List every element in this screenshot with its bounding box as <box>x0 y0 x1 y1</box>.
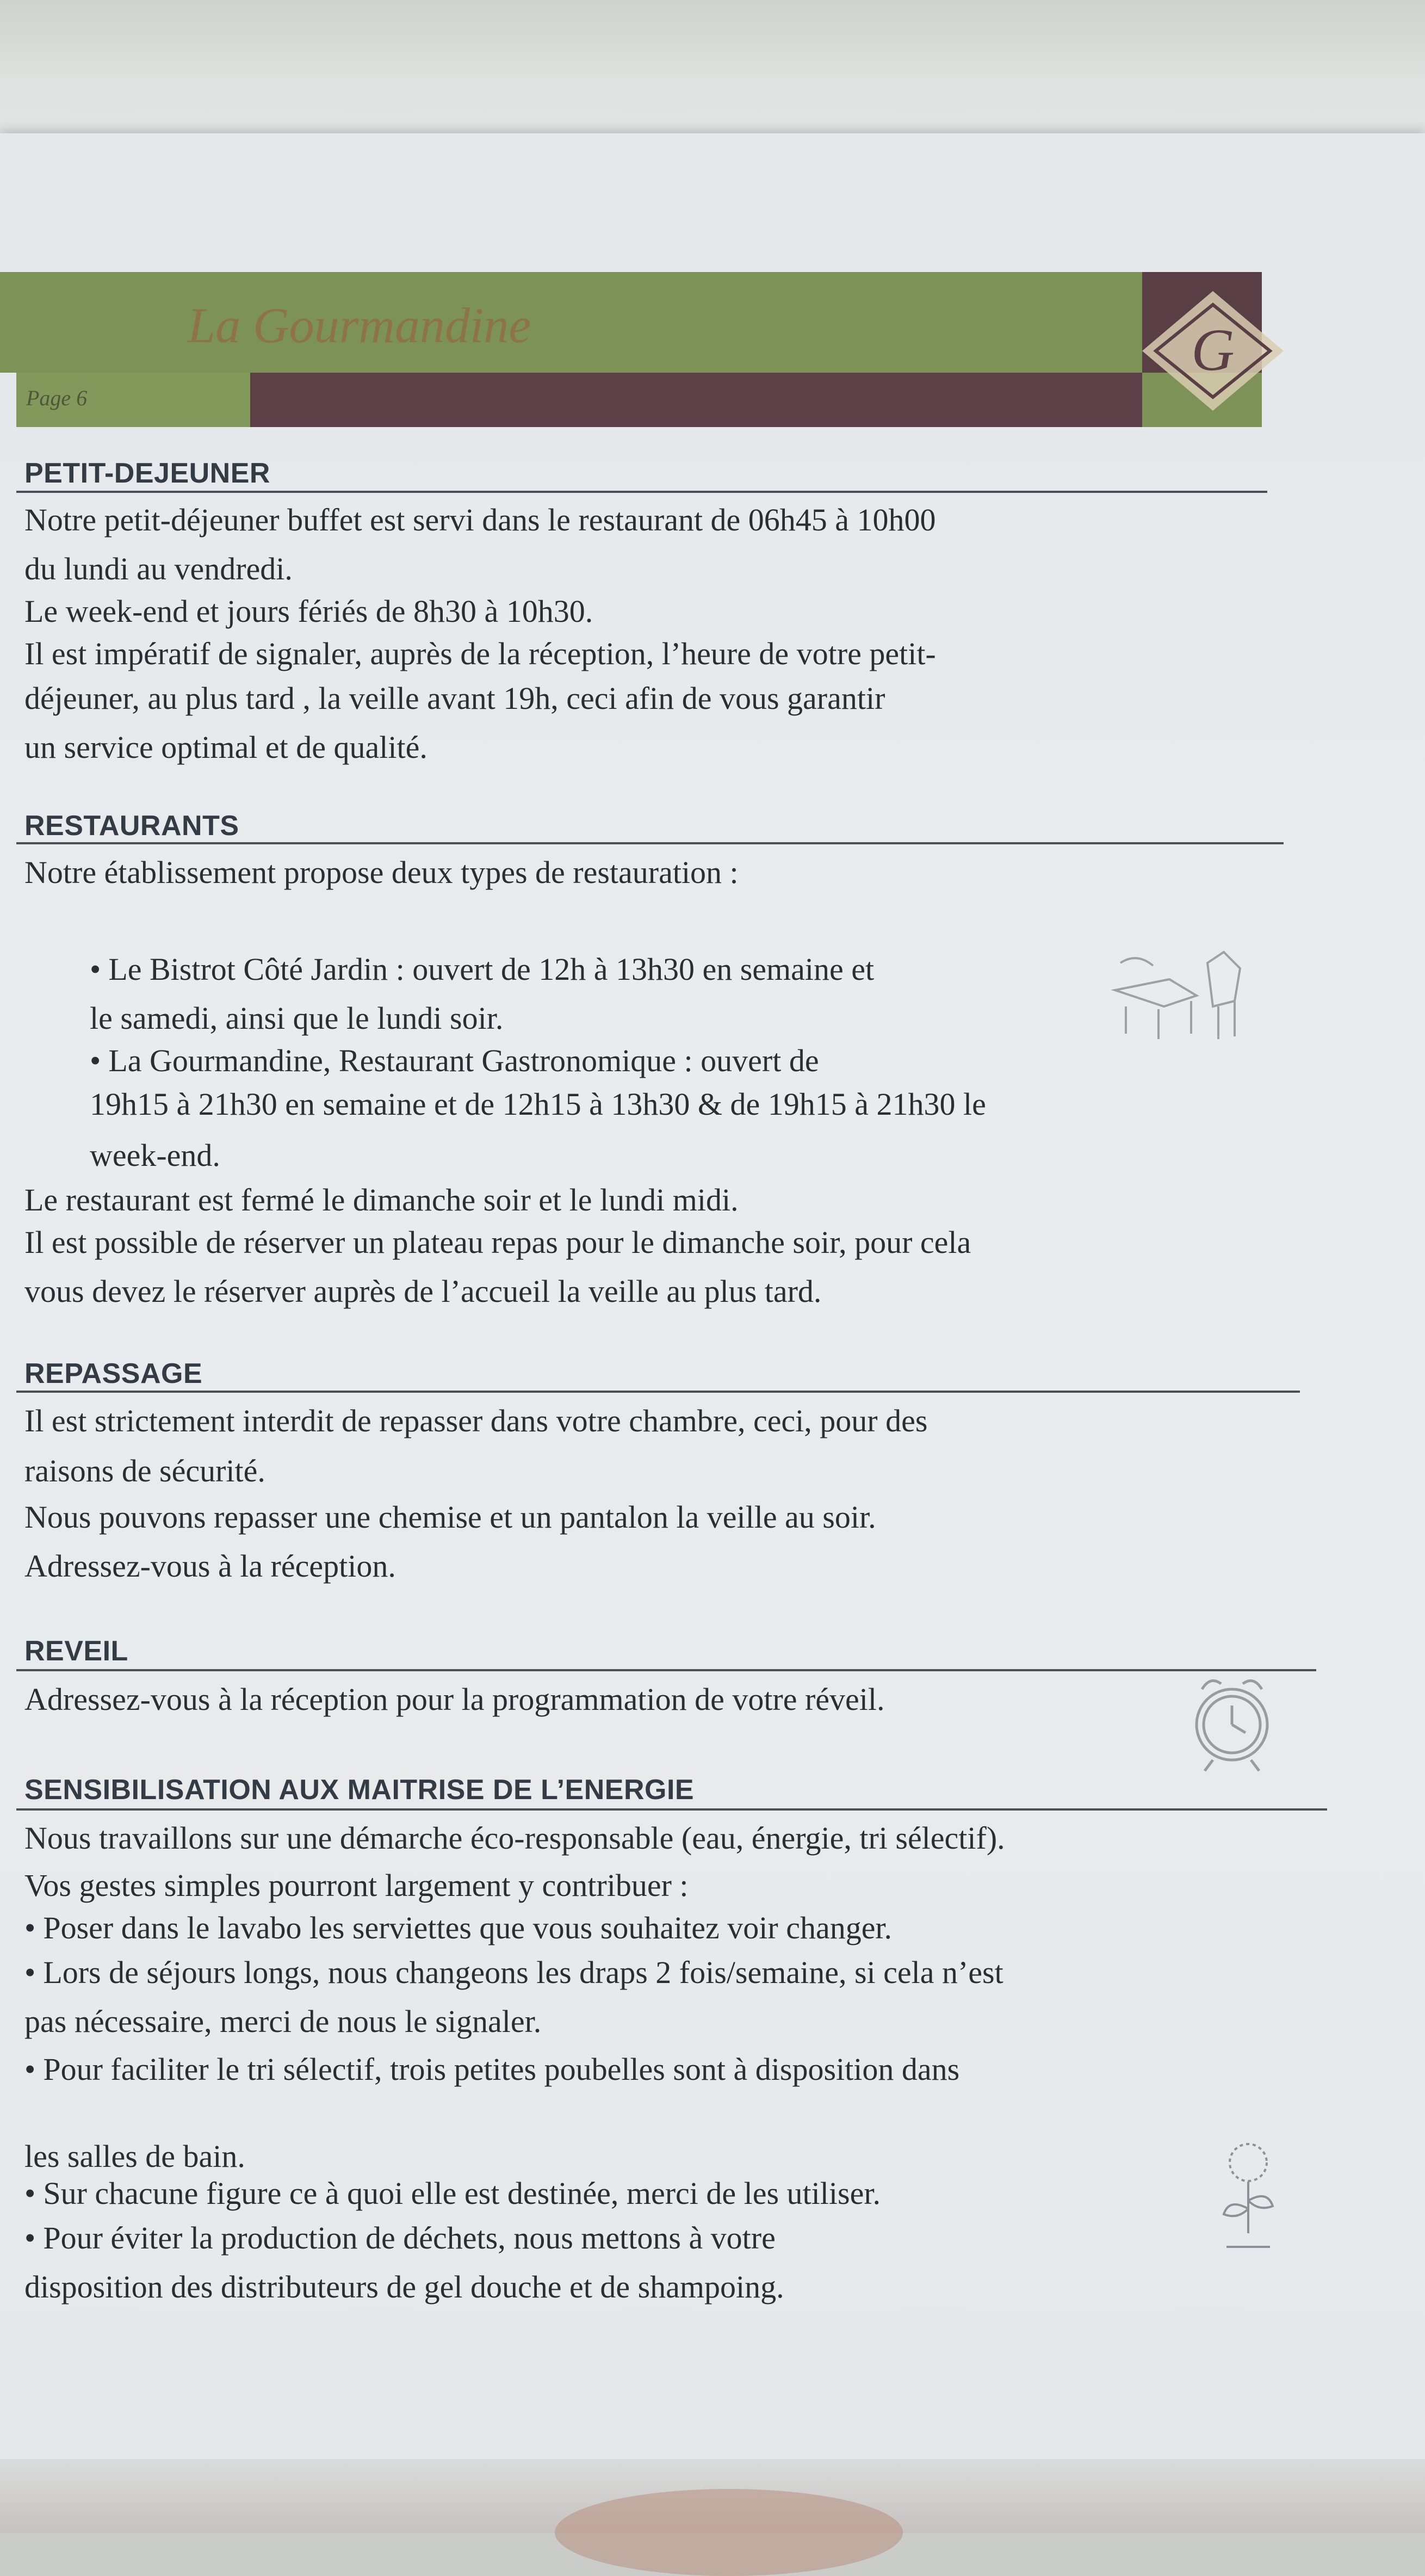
section-rule <box>16 491 1267 493</box>
eco-label-icon <box>1207 2138 1289 2263</box>
text-line: raisons de sécurité. <box>24 1453 265 1488</box>
text-line: Le week-end et jours fériés de 8h30 à 10h30. <box>24 594 593 629</box>
bistrot-sketch-icon <box>1104 941 1256 1050</box>
list-item: • Le Bistrot Côté Jardin : ouvert de 12h à 13h30 en semaine et <box>90 951 874 987</box>
heading-reveil: REVEIL <box>24 1635 128 1667</box>
logo-letter: G <box>1191 317 1235 383</box>
text-line: disposition des distributeurs de gel douche et de shampoing. <box>24 2269 784 2305</box>
text-line: Vos gestes simples pourront largement y contribuer : <box>24 1868 689 1903</box>
text-line: les salles de bain. <box>24 2139 245 2174</box>
text-line: week-end. <box>90 1138 220 1173</box>
header-banner <box>0 272 1142 373</box>
text-line: Notre établissement propose deux types de restauration : <box>24 855 739 890</box>
heading-restaurants: RESTAURANTS <box>24 810 239 842</box>
heading-repassage: REPASSAGE <box>24 1358 203 1389</box>
list-item: • Sur chacune figure ce à quoi elle est destinée, merci de les utiliser. <box>24 2175 881 2211</box>
section-rule <box>16 842 1284 844</box>
text-line: Il est possible de réserver un plateau repas pour le dimanche soir, pour cela <box>24 1225 971 1260</box>
list-item: • Pour faciliter le tri sélectif, trois petites poubelles sont à disposition dans <box>24 2051 959 2087</box>
text-line: Adressez-vous à la réception pour la programmation de votre réveil. <box>24 1682 885 1717</box>
section-rule <box>16 1391 1300 1393</box>
thumb <box>555 2489 903 2576</box>
header-title: La Gourmandine <box>188 298 531 353</box>
text-line: Adressez-vous à la réception. <box>24 1548 396 1584</box>
alarm-clock-icon <box>1180 1659 1284 1779</box>
heading-petit-dejeuner: PETIT-DEJEUNER <box>24 458 270 489</box>
text-line: le samedi, ainsi que le lundi soir. <box>90 1000 504 1036</box>
text-line: Le restaurant est fermé le dimanche soir et le lundi midi. <box>24 1182 739 1218</box>
page-number: Page 6 <box>26 386 88 410</box>
text-line: 19h15 à 21h30 en semaine et de 12h15 à 13h30 & de 19h15 à 21h30 le <box>90 1086 986 1122</box>
text-line: pas nécessaire, merci de nous le signaler. <box>24 2004 542 2039</box>
section-rule <box>16 1669 1316 1671</box>
section-rule <box>16 1808 1327 1811</box>
text-line: Il est impératif de signaler, auprès de la réception, l’heure de votre petit- <box>24 636 936 671</box>
text-line: Il est strictement interdit de repasser dans votre chambre, ceci, pour des <box>24 1403 928 1438</box>
text-line: du lundi au vendredi. <box>24 551 293 586</box>
heading-energie: SENSIBILISATION AUX MAITRISE DE L’ENERGIE <box>24 1774 695 1806</box>
text-line: Nous travaillons sur une démarche éco-responsable (eau, énergie, tri sélectif). <box>24 1820 1005 1856</box>
text-line: Nous pouvons repasser une chemise et un pantalon la veille au soir. <box>24 1499 876 1535</box>
logo-g-icon <box>1131 280 1294 422</box>
background-top <box>0 0 1425 141</box>
list-item: • Pour éviter la production de déchets, nous mettons à votre <box>24 2220 776 2256</box>
text-line: un service optimal et de qualité. <box>24 730 428 765</box>
list-item: • Poser dans le lavabo les serviettes que vous souhaitez voir changer. <box>24 1910 892 1946</box>
list-item: • Lors de séjours longs, nous changeons les draps 2 fois/semaine, si cela n’est <box>24 1954 1003 1991</box>
text-line: déjeuner, au plus tard , la veille avant 19h, ceci afin de vous garantir <box>24 681 885 716</box>
text-line: Notre petit-déjeuner buffet est servi dans le restaurant de 06h45 à 10h00 <box>24 502 936 538</box>
list-item: • La Gourmandine, Restaurant Gastronomique : ouvert de <box>90 1042 819 1079</box>
text-line: vous devez le réserver auprès de l’accueil la veille au plus tard. <box>24 1274 822 1309</box>
